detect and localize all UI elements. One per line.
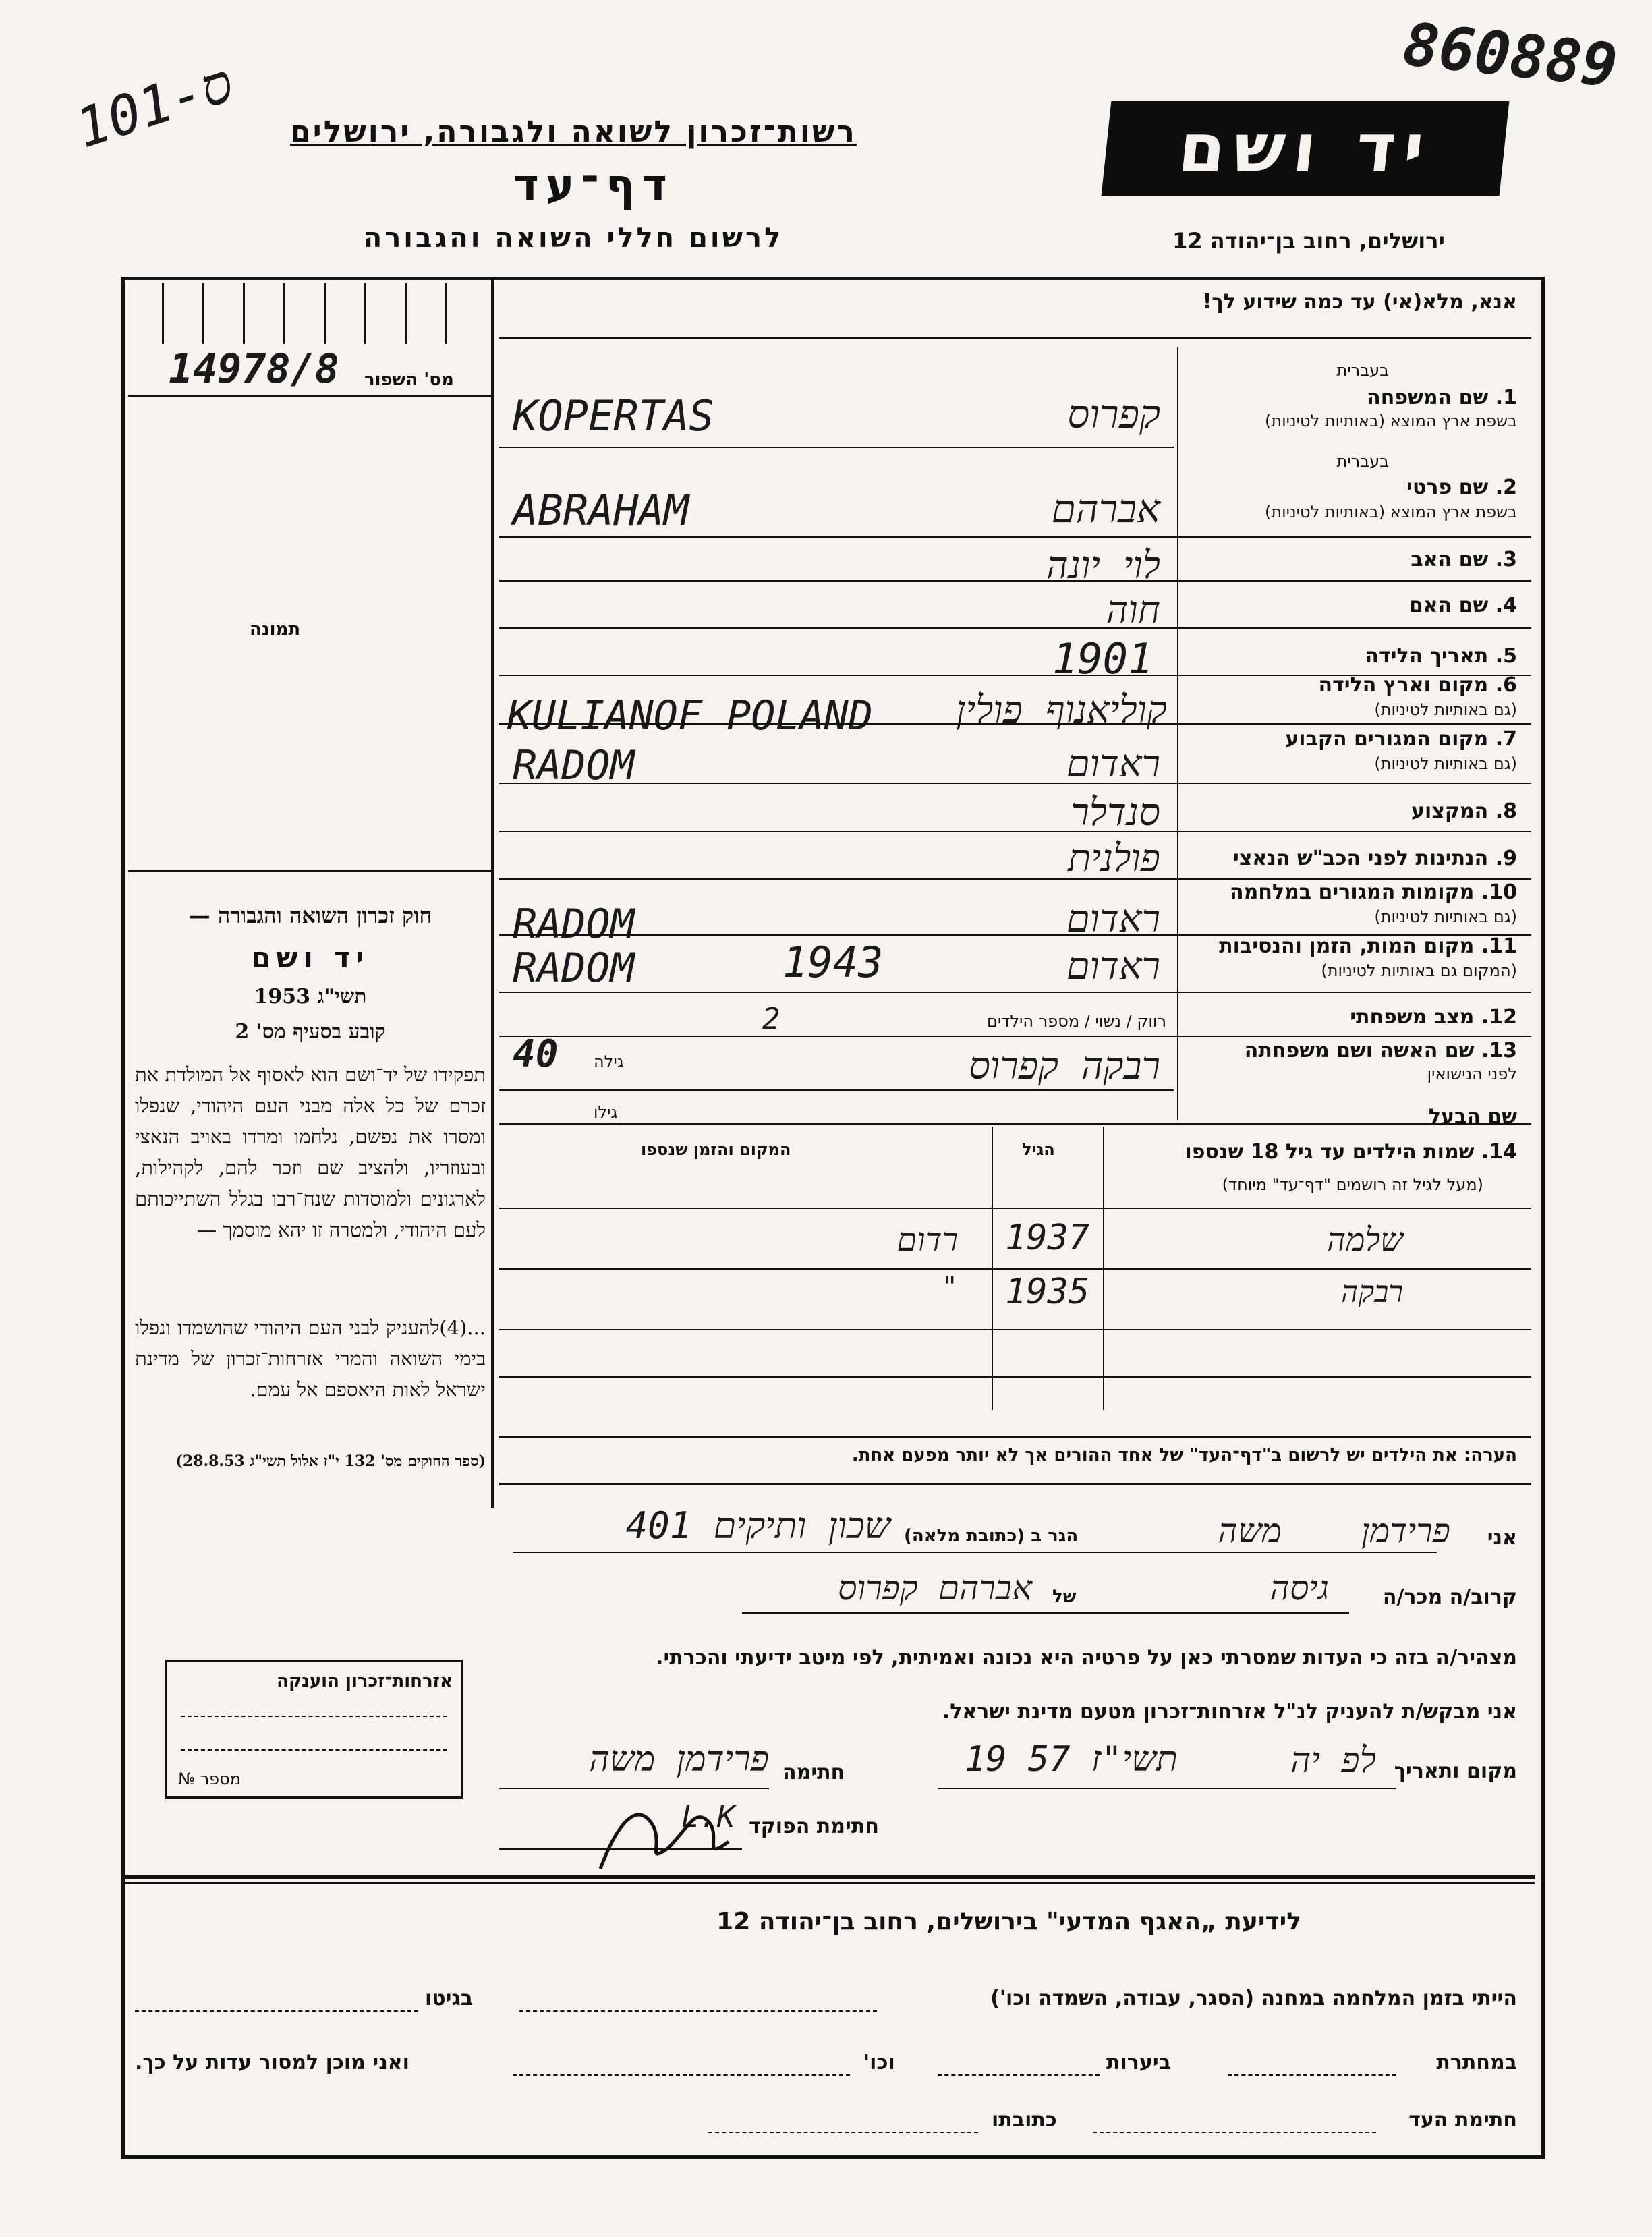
- field-2-title: שם פרטי: [1406, 476, 1489, 499]
- field-11-year: 1943: [782, 938, 884, 987]
- field-2-hebrew: אברהם: [1051, 486, 1160, 532]
- field-13-label: [1245, 1039, 1517, 1063]
- field-12-title: מצב משפחתי: [1350, 1005, 1475, 1029]
- field-6-number: 6.: [1495, 673, 1517, 697]
- field-9-value: פולנית: [1068, 837, 1160, 880]
- field-13-value: רבקה קפרוס: [969, 1044, 1160, 1088]
- field-2-sub: בשפת ארץ המוצא (באותיות לטיניות): [1265, 503, 1517, 521]
- citizenship-box: [165, 1660, 463, 1799]
- field-7-label: [1285, 727, 1517, 751]
- field-9-number: 9.: [1495, 847, 1517, 870]
- citizenship-box-number: מספר №: [178, 1769, 241, 1788]
- field-13-sub: לפני הנישואין: [1427, 1065, 1517, 1083]
- field-7-sub: (גם באותיות לטיניות): [1374, 754, 1517, 773]
- bottom-line3-b: כתובתו: [992, 2108, 1057, 2132]
- wife-age: 40: [513, 1032, 559, 1076]
- bottom-line1-b: בגיטו: [425, 1987, 474, 2010]
- field-12-label: [1350, 1005, 1517, 1029]
- field-1-label: [1367, 386, 1517, 409]
- field-3-value: לוי יונה: [1046, 544, 1160, 588]
- field-8-label: [1411, 799, 1517, 823]
- field-7-number: 7.: [1495, 727, 1517, 751]
- logo-text: יד ושם: [1174, 109, 1436, 188]
- field-5-label: [1365, 644, 1517, 668]
- citizenship-box-title: אזרחות־זכרון הוענקה: [277, 1671, 453, 1691]
- field-3-title: שם האב: [1411, 548, 1489, 571]
- field-2-label: [1406, 476, 1517, 499]
- hint-hebrew-2: בעברית: [1336, 452, 1389, 471]
- child-2-age: 1935: [1005, 1272, 1090, 1312]
- bottom-title: לידיעת „האגף המדעי" בירושלים, רחוב בן־יהודה 12: [716, 1908, 1301, 1935]
- field-1-title: שם המשפחה: [1367, 386, 1489, 409]
- field-3-number: 3.: [1495, 548, 1517, 571]
- signature-value: פרידמן משה: [589, 1739, 769, 1780]
- field-8-value: סנדלר: [1071, 791, 1160, 834]
- intro-instruction: אנא, מלא(אי) עד כמה שידוע לך!: [1202, 290, 1517, 314]
- field-4-value: חוה: [1106, 588, 1160, 632]
- declaration-2: אני מבקש/ת להעניק לנ"ל אזרחות־זכרון מטעם מדינת ישראל.: [942, 1700, 1517, 1724]
- field-9-title: הנתינות לפני הכב"ש הנאצי: [1232, 847, 1489, 870]
- child-1-age: 1937: [1005, 1218, 1090, 1258]
- declaration-1: מצהיר/ה בזה כי העדות שמסרתי כאן על פרטיה היא נכונה ואמיתית, לפי מיטב ידיעתי והכרתי.: [656, 1646, 1517, 1670]
- place-date-label: מקום ותאריך: [1394, 1759, 1517, 1783]
- relative-of-label: של: [1052, 1587, 1077, 1607]
- left-column-divider: [491, 280, 494, 1508]
- form-subtitle: לרשום חללי השואה והגבורה: [363, 223, 784, 254]
- field-1-number: 1.: [1495, 386, 1517, 409]
- photo-label: תמונה: [250, 619, 301, 640]
- declarant-address-label: הגר ב (כתובת מלאה): [904, 1526, 1079, 1546]
- field-11-title: מקום המות, הזמן והנסיבות: [1219, 934, 1475, 958]
- declarant-name: משה: [1218, 1511, 1282, 1550]
- cert-number-label: מס' השפור: [364, 370, 454, 390]
- child-2-place: ": [941, 1272, 958, 1303]
- field-11-latin: RADOM: [513, 944, 635, 992]
- children-col-age: הגיל: [1022, 1140, 1055, 1159]
- field-6-sub: (גם באותיות לטיניות): [1374, 700, 1517, 719]
- field-1-sub: בשפת ארץ המוצא (באותיות לטיניות): [1265, 412, 1517, 430]
- field-7-title: מקום המגורים הקבוע: [1285, 727, 1489, 751]
- field-5-title: תאריך הלידה: [1365, 644, 1489, 668]
- declarant-address: שכון ותיקים 401: [625, 1504, 890, 1547]
- husband-age-label: גילו: [594, 1103, 618, 1122]
- declarant-first: פרידמן: [1361, 1511, 1450, 1550]
- field-1-hebrew: קפרוס: [1067, 391, 1160, 437]
- signature-label: חתימה: [782, 1761, 845, 1784]
- law-title: חוק זכרון השואה והגבורה —: [188, 903, 432, 928]
- field-11-label: [1219, 934, 1517, 958]
- field-13-number: 13.: [1481, 1039, 1517, 1063]
- field-13-title: שם האשה ושם משפחתה: [1244, 1039, 1475, 1063]
- field-8-number: 8.: [1495, 799, 1517, 823]
- field-12-children-count: 2: [762, 1002, 780, 1036]
- date-value: 19 תשי"ז 57: [965, 1739, 1178, 1780]
- field-6-hebrew: קוליאנוף פולין: [956, 688, 1167, 732]
- cert-number-value: 14978/8: [169, 345, 339, 393]
- law-clause: קובע בסעיף מס' 2: [235, 1020, 386, 1044]
- relation-value: גיסה: [1270, 1568, 1329, 1608]
- field-11-sub: (המקום גם באותיות לטיניות): [1321, 961, 1517, 980]
- children-sub: (מעל לגיל זה רושמים "דף־עד" מיוחד): [1222, 1175, 1483, 1194]
- field-11-number: 11.: [1481, 934, 1517, 958]
- bottom-line2-d: ואני מוכן למסור עדות על כך.: [135, 2051, 409, 2074]
- field-9-label: [1233, 847, 1517, 870]
- field-2-latin: ABRAHAM: [513, 486, 689, 535]
- header-address: ירושלים, רחוב בן־יהודה 12: [1172, 228, 1445, 254]
- law-year: תשי"ג 1953: [254, 985, 367, 1009]
- field-4-number: 4.: [1495, 594, 1517, 617]
- clerk-signature-scribble: [594, 1788, 742, 1882]
- field-5-value: 1901: [1052, 634, 1153, 683]
- children-label: 14. שמות הילדים עד גיל 18 שנספו: [1185, 1140, 1517, 1164]
- bottom-line2-c: וכו': [863, 2051, 895, 2074]
- field-6-label: [1319, 673, 1517, 697]
- field-7-latin: RADOM: [513, 742, 635, 789]
- relative-of-value: אברהם קפרוס: [837, 1568, 1032, 1608]
- field-10-sub: (גם באותיות לטיניות): [1374, 907, 1517, 926]
- bottom-line2-b: ביערות: [1106, 2051, 1171, 2074]
- bottom-line2-a: במחתרת: [1436, 2051, 1517, 2074]
- relation-label: קרוב/ה מכר/ה: [1382, 1585, 1517, 1609]
- law-text-2: ...(4)להעניק לבני העם היהודי שהושמדו ונפלו בימי השואה והמרי אזרחות־זכרון של מדינת ישראל לאות היאספם אל עמם.: [135, 1316, 486, 1401]
- field-6-title: מקום וארץ הלידה: [1318, 673, 1489, 697]
- place-value: לפ יה: [1290, 1740, 1376, 1781]
- child-2-name: רבקה: [1340, 1275, 1403, 1309]
- field-5-number: 5.: [1495, 644, 1517, 668]
- declarant-prefix: אני: [1487, 1526, 1517, 1550]
- bottom-line1-a: הייתי בזמן המלחמה במחנה (הסגר, עבודה, השמדה וכו'): [990, 1987, 1517, 2010]
- wife-age-label: גילה: [594, 1052, 624, 1071]
- field-11-hebrew: ראדום: [1066, 944, 1160, 988]
- form-title: דף־עד: [513, 161, 674, 210]
- clerk-initials: L.K: [681, 1800, 735, 1834]
- field-10-latin: RADOM: [513, 901, 635, 948]
- reference-number: 860889: [1400, 9, 1621, 101]
- bottom-line3-a: חתימת העד: [1408, 2108, 1517, 2132]
- field-10-label: [1230, 880, 1517, 904]
- field-2-number: 2.: [1495, 476, 1517, 499]
- law-reference: (ספר החוקים מס' 132 י"ז אלול תשי"ג 28.8.53): [175, 1452, 486, 1470]
- field-4-label: [1409, 594, 1517, 617]
- husband-label: שם הבעל: [1428, 1105, 1517, 1129]
- field-7-hebrew: ראדום: [1066, 742, 1160, 786]
- field-10-title: מקומות המגורים במלחמה: [1230, 880, 1475, 904]
- child-1-name: שלמה: [1326, 1221, 1403, 1259]
- field-1-latin: KOPERTAS: [513, 391, 714, 441]
- law-text: תפקידו של יד־ושם הוא לאסוף אל המולדת את זכרם של כל אלה מבני העם היהודי, שנפלו ומסרו את נפשם, נלחמו ומרדו באויב הנאצי ובעוזריו, ולהציב שם וזכר להם, לקהילות, לארגונים ולמוסדות שנח־רבו בגלל השתייכותם לעם היהודי, ולמטרה זו יהא מוסמך —: [135, 1063, 486, 1241]
- field-3-label: [1411, 548, 1517, 571]
- field-8-title: המקצוע: [1411, 799, 1489, 823]
- field-10-hebrew: ראדום: [1066, 897, 1160, 941]
- clerk-signature-label: חתימת הפוקד: [749, 1815, 879, 1838]
- field-12-options: רווק / נשוי / מספר הילדים: [987, 1012, 1166, 1031]
- header-authority: רשות־זכרון לשואה ולגבורה, ירושלים: [290, 115, 857, 149]
- children-note: הערה: את הילדים יש לרשום ב"דף־העד" של אחד ההורים אך לא יותר מפעם אחת.: [851, 1445, 1517, 1465]
- yad-vashem-logo: [1102, 101, 1510, 196]
- hint-hebrew-1: בעברית: [1336, 361, 1389, 380]
- field-6-latin: KULIANOF POLAND: [507, 692, 873, 739]
- field-10-number: 10.: [1481, 880, 1517, 904]
- child-1-place: רדום: [896, 1221, 958, 1259]
- children-col-place: המקום והזמן שנספו: [641, 1140, 791, 1159]
- law-name: יד ושם: [251, 941, 370, 974]
- field-12-number: 12.: [1481, 1005, 1517, 1029]
- field-4-title: שם האם: [1408, 594, 1489, 617]
- archive-mark: 101-ס: [68, 51, 241, 161]
